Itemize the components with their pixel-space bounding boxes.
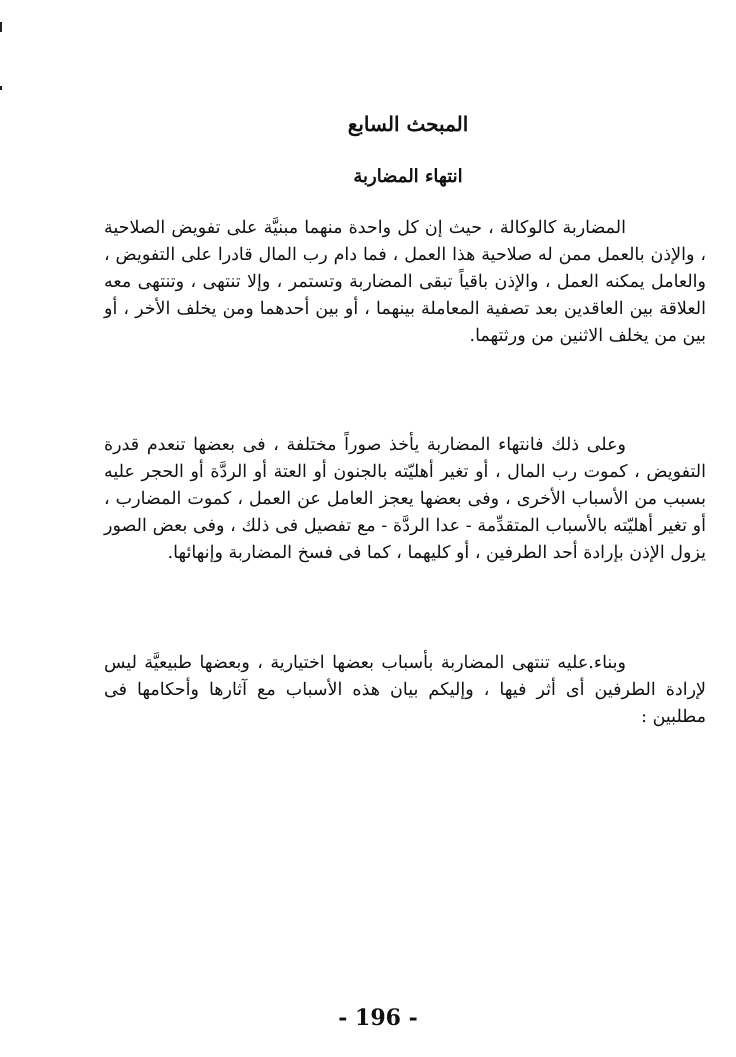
scan-edge-mark (0, 22, 2, 32)
body-paragraph-3: وبناء.عليه تنتهى المضاربة بأسباب بعضها اختيارية ، وبعضها طبيعيَّة ليس لإرادة الطرفين أى أثر فيها ، وإليكم بيان هذه الأسباب مع آثارها وأحكامها فى مطلبين : (104, 653, 706, 727)
body-paragraph-2: وعلى ذلك فانتهاء المضاربة يأخذ صوراً مختلفة ، فى بعضها تنعدم قدرة التفويض ، كموت رب المال ، أو تغير أهليّته بالجنون أو العتة أو الردَّة أو الحجر عليه بسبب من الأسباب الأخرى ، وفى بعضها يعجز العامل عن العمل ، كموت المضارب ، أو تغير أهليّته بالأسباب المتقدِّمة - عدا الردَّة - مع تفصيل فى ذلك ، وفى بعض الصور يزول الإذن بإرادة أحد الطرفين ، أو كليهما ، كما فى فسخ المضاربة وإنهائها. (104, 435, 706, 563)
section-subtitle: انتهاء المضاربة (353, 166, 463, 187)
page-number: - 196 - (338, 1005, 418, 1031)
body-paragraph-1: المضاربة كالوكالة ، حيث إن كل واحدة منهما مبنيَّة على تفويض الصلاحية ، والإذن بالعمل ممن له صلاحية هذا العمل ، فما دام رب المال قادرا على التفويض ، والعامل يمكنه العمل ، والإذن باقياً تبقى المضاربة وتستمر ، وإلا تنتهى ، وتنتهى معه العلاقة بين العاقدين بعد تصفية المعاملة بينهما ، أو بين أحدهما ومن يخلف الأخر ، أو بين من يخلف الاثنين من ورثتهما. (104, 218, 706, 346)
scan-edge-mark (0, 86, 2, 90)
section-title: المبحث السابع (347, 112, 469, 136)
